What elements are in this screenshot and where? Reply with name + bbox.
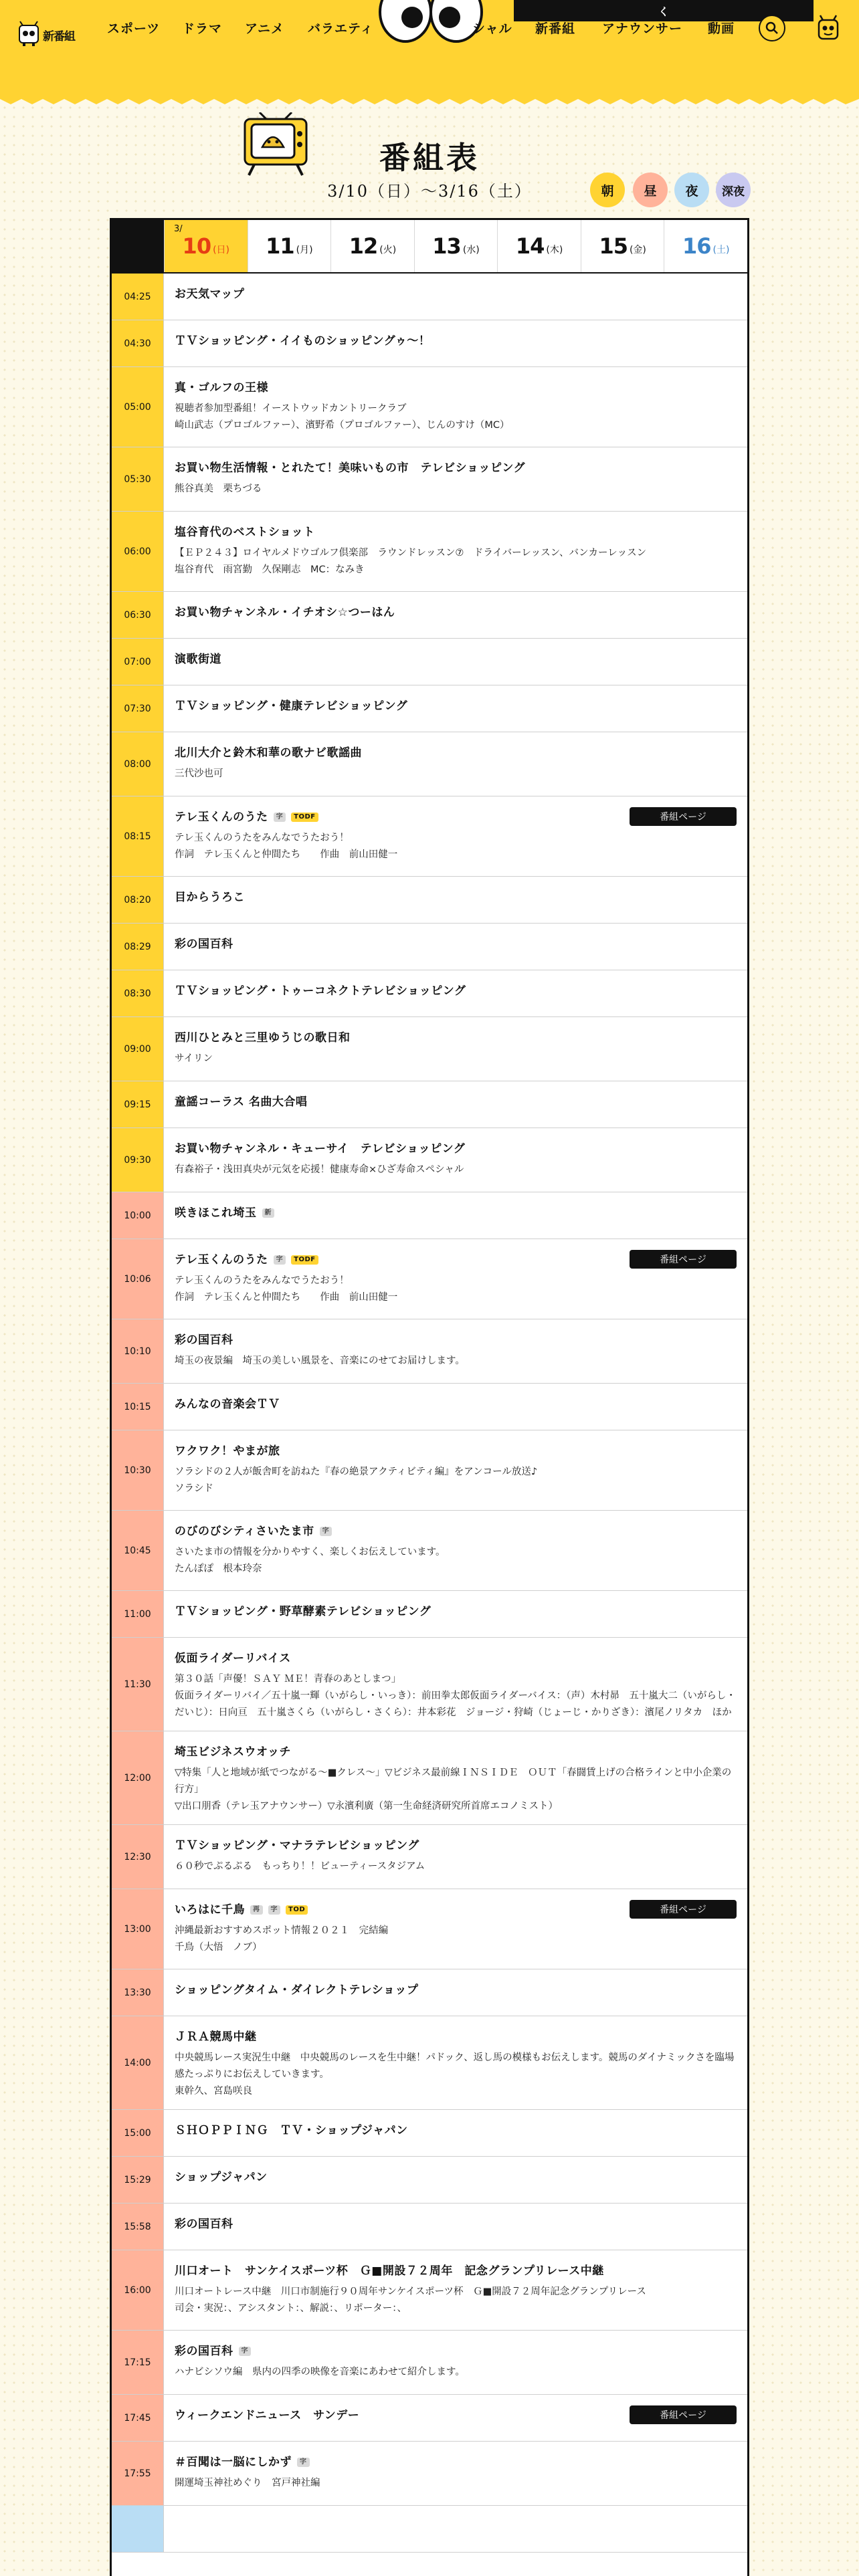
program-title[interactable]: 西川ひとみと三里ゆうじの歌日和 [175,1031,351,1045]
day-tab-date: 10 [182,233,211,259]
program-row[interactable] [112,732,747,796]
program-row[interactable] [112,512,747,592]
program-cell [164,447,747,511]
program-title-row [175,1093,737,1111]
program-title[interactable]: 咲きほこれ埼玉 [175,1206,257,1220]
program-description: サイリン [175,1053,213,1064]
program-cell [164,796,747,876]
program-title[interactable]: 真・ゴルフの王様 [175,381,268,395]
day-header-corner [112,220,164,272]
program-title[interactable]: テレ玉くんのうた [175,811,268,824]
program-row[interactable] [112,1319,747,1384]
day-tab-date: 12 [349,233,378,259]
program-title[interactable]: 仮面ライダーリバイス [175,1652,291,1665]
program-title-row [175,2169,737,2186]
program-cell [164,1511,747,1590]
day-tab[interactable] [664,220,747,272]
program-badge: 字 [239,2347,252,2356]
header-zigzag-edge [0,94,859,106]
program-title[interactable]: お買い物チャンネル・イチオシ☆つーはん [175,606,395,619]
program-time: 06:30 [112,592,164,638]
program-title-row [175,1396,737,1413]
program-row[interactable] [112,320,747,367]
program-title[interactable]: 川口オート サンケイスポーツ杯 Ｇ■開設７２周年 記念グランプリレース中継 [175,2264,604,2278]
program-title-row [175,2343,737,2360]
program-badge: 字 [274,1255,286,1265]
program-cell [164,2110,747,2156]
program-cell [164,2331,747,2394]
program-row[interactable] [112,1731,747,1825]
program-title-row [175,889,737,906]
program-description: 【ＥＰ２４３】ロイヤルメドウゴルフ倶楽部 ラウンドレッスン⑦ ドライバーレッスン、バンカーレッスン [175,548,647,558]
period-late-night-button[interactable] [716,173,751,207]
day-tab-weekday: (土) [712,245,730,255]
program-row[interactable] [112,2016,747,2110]
program-cell [164,2395,747,2441]
day-tab[interactable] [497,220,581,272]
program-row[interactable] [112,639,747,685]
program-cell [164,1591,747,1637]
program-badge: 字 [297,2458,310,2467]
program-title[interactable]: お買い物チャンネル・キューサイ テレビショッピング [175,1142,466,1156]
program-cell [164,732,747,796]
program-time: 10:06 [112,1239,164,1319]
program-time: 08:20 [112,877,164,923]
period-label: 深夜 [722,185,745,199]
program-cell [164,877,747,923]
program-title[interactable]: お天気マップ [175,288,245,301]
period-morning-button[interactable] [590,173,625,207]
program-row[interactable] [112,1081,747,1128]
program-title-row [175,286,737,303]
program-time: 10:30 [112,1430,164,1510]
program-cell [164,1825,747,1889]
program-time: 17:45 [112,2395,164,2441]
program-title[interactable]: ウィークエンドニュース サンデー [175,2409,360,2422]
program-title[interactable]: お買い物生活情報・とれたて！美味いもの市 テレビショッピング [175,461,525,475]
program-cell [164,320,747,366]
program-title-row [175,2028,737,2046]
program-time: 14:00 [112,2016,164,2109]
nav-special[interactable]: シャル [472,21,512,36]
program-cell [164,1128,747,1192]
program-cell [164,1017,747,1081]
program-time: 08:30 [112,970,164,1016]
program-title[interactable]: 彩の国百科 [175,938,233,951]
program-title[interactable]: ＴＶショッピング・野草酵素テレビショッピング [175,1605,432,1618]
program-time: 07:00 [112,639,164,685]
nav-announcer[interactable]: アナウンサー [602,21,683,36]
program-title[interactable]: 埼玉ビジネスウオッチ [175,1745,291,1759]
program-row[interactable] [112,970,747,1017]
program-description: 開運埼玉神社めぐり 宮戸神社編 [175,2478,320,2488]
program-time: 11:30 [112,1638,164,1731]
program-badge: 再 [250,1905,263,1915]
day-tab[interactable] [414,220,498,272]
program-time: 17:55 [112,2442,164,2505]
program-cell [164,2442,747,2505]
schedule-table [110,218,749,2576]
program-description: 崎山武志（プロゴルファー）、濱野希（プロゴルファー）、じんのすけ（MC） [175,420,510,431]
program-title-row [175,1743,737,1761]
program-title[interactable]: ショップジャパン [175,2171,268,2184]
program-cell [164,367,747,447]
program-cell [164,924,747,970]
program-title-row [175,744,737,762]
program-time: 12:30 [112,1825,164,1889]
program-row[interactable] [112,924,747,970]
program-title-row [175,1204,737,1222]
program-title[interactable]: ショッピングタイム・ダイレクトテレショップ [175,1983,419,1997]
program-description: 第３０話「声優！ＳＡＹ ＭＥ！青春のあとしまつ」 [175,1674,401,1685]
program-title[interactable]: ＴＶショッピング・イイものショッピングゥ～！ [175,334,431,348]
program-badge: 新 [262,1208,275,1218]
program-description: ▽出口朋香（テレ玉アナウンサー）▽永濱利廣（第一生命経済研究所首席エコノミスト） [175,1801,559,1812]
program-badge: 字 [274,813,286,822]
day-tab[interactable] [164,220,248,272]
day-tab-weekday: (木) [546,245,563,255]
nav-drama[interactable]: ドラマ [182,21,223,36]
program-row[interactable] [112,2110,747,2157]
top-banner-text: く [658,5,669,18]
program-cell [164,1384,747,1430]
program-cell [164,2204,747,2250]
program-time: 10:45 [112,1511,164,1590]
program-cell [164,2157,747,2203]
program-title-row [175,936,737,953]
program-badge: TODF [291,813,318,822]
program-title-row [175,2454,737,2471]
program-time [112,2506,164,2552]
program-badge: TODF [291,1255,318,1265]
nav-new-programs[interactable]: 新番組 [535,21,576,36]
program-time: 13:00 [112,1889,164,1969]
program-row[interactable] [112,1511,747,1591]
program-description: 司会・実況：、アシスタント：、解説：、リポーター：、 [175,2303,407,2314]
program-description: ▽特集「人と地域が紙でつながる～■クレス～」▽ビジネス最前線ＩＮＳＩＤＥ ＯＵＴ「春闘賃上げの合格ラインと中小企業の行方」 [175,1767,732,1795]
period-noon-button[interactable] [633,173,668,207]
site-logo[interactable] [17,9,87,47]
program-title[interactable]: 彩の国百科 [175,1333,233,1347]
program-title-row [175,604,737,621]
program-row[interactable] [112,685,747,732]
program-row[interactable] [112,877,747,924]
date-range: 3/10（日）～3/16（土） [327,182,532,201]
program-badge: TOD [286,1905,308,1915]
nav-sports[interactable]: スポーツ [107,21,161,36]
program-description: たんぽぽ 根本玲奈 [175,1564,262,1574]
mascot-logo-icon [17,20,40,47]
program-description: 熊谷真美 栗ちづる [175,484,262,494]
program-title[interactable]: ＳＨＯＰＰＩＮＧ ＴＶ・ショップジャパン [175,2124,408,2137]
program-title-row [175,2122,737,2139]
program-cell [164,685,747,732]
program-row[interactable] [112,1239,747,1319]
program-description: 有森裕子・浅田真央が元気を応援！健康寿命×ひざ寿命スペシャル [175,1164,464,1175]
day-tab[interactable] [581,220,664,272]
program-title-row [175,379,737,397]
day-tab-month: 3/ [174,224,183,234]
program-cell [164,1239,747,1319]
program-description: 沖縄最新おすすめスポット情報２０２１ 完結編 [175,1925,389,1936]
program-title[interactable]: 塩谷育代のベストショット [175,526,315,539]
search-icon[interactable] [759,15,785,41]
day-tab-weekday: (水) [462,245,480,255]
program-time: 11:00 [112,1591,164,1637]
program-row[interactable] [112,796,747,877]
program-badge: 字 [268,1905,281,1915]
program-title-row [175,982,737,1000]
program-row[interactable] [112,1192,747,1239]
day-tab-weekday: (火) [379,245,397,255]
program-row[interactable] [112,1591,747,1638]
program-row[interactable] [112,1969,747,2016]
program-title[interactable]: のびのびシティさいたま市 [175,1525,314,1538]
program-title[interactable]: テレ玉くんのうた [175,1253,268,1267]
program-cell [164,592,747,638]
program-time: 15:58 [112,2204,164,2250]
program-title[interactable]: ＪＲＡ競馬中継 [175,2030,257,2044]
program-title[interactable]: 演歌街道 [175,653,221,666]
logo-text: 新番組 [43,30,75,43]
program-page-button[interactable]: 番組ページ [630,1900,737,1919]
program-row[interactable] [112,1889,747,1969]
program-time: 07:30 [112,685,164,732]
program-description: ６０秒でぷるぷる もっちり！！ビューティースタジアム [175,1861,425,1872]
program-time: 10:15 [112,1384,164,1430]
program-time: 09:30 [112,1128,164,1192]
program-time: 09:15 [112,1081,164,1128]
program-cell [164,2506,747,2552]
program-cell [164,1430,747,1510]
program-page-button[interactable]: 番組ページ [630,807,737,826]
program-time: 15:00 [112,2110,164,2156]
menu-mascot-icon[interactable] [815,15,842,41]
program-row[interactable] [112,1384,747,1430]
program-title[interactable]: ＴＶショッピング・マナラテレビショッピング [175,1839,419,1852]
period-label: 朝 [601,183,614,199]
program-title[interactable]: ＴＶショッピング・トゥーコネクトテレビショッピング [175,984,466,998]
nav-variety[interactable]: バラエティ [308,21,374,36]
program-cell [164,512,747,591]
program-cell [164,1319,747,1383]
period-label: 夜 [685,183,698,199]
day-tab[interactable] [248,220,331,272]
program-title[interactable]: 彩の国百科 [175,2345,233,2358]
program-row[interactable] [112,367,747,447]
program-cell [164,639,747,685]
program-row[interactable] [112,1128,747,1192]
nav-video[interactable]: 動画 [708,21,735,36]
program-description: ハナビシソウ編 県内の四季の映像を音楽にあわせて紹介します。 [175,2367,465,2377]
program-title-row [175,1140,737,1158]
program-row[interactable] [112,2250,747,2331]
day-tab-date: 11 [266,233,294,259]
program-time: 08:29 [112,924,164,970]
day-tab-date: 13 [432,233,461,259]
program-description: 千鳥（大悟 ノブ） [175,1942,262,1953]
program-title-row [175,2262,737,2280]
program-row[interactable] [112,592,747,639]
program-description: テレ玉くんのうたをみんなでうたおう！ [175,833,349,843]
program-row[interactable] [112,2331,747,2395]
program-time: 08:00 [112,732,164,796]
program-time: 17:15 [112,2331,164,2394]
program-description: ソラシド [175,1483,213,1494]
program-time: 05:30 [112,447,164,511]
program-row[interactable] [112,1825,747,1889]
program-description: ソラシドの２人が飯舎町を訪ねた『春の絶景アクティビティ編』をアンコール放送♪ [175,1467,538,1477]
program-title-row [175,1837,737,1854]
day-tab-date: 16 [682,233,711,259]
program-title[interactable]: 北川大介と鈴木和華の歌ナビ歌謡曲 [175,746,362,760]
program-description: 三代沙也可 [175,768,223,779]
program-description: 東幹久、宮島咲良 [175,2086,252,2097]
program-row[interactable] [112,2442,747,2506]
program-title-row [175,1029,737,1047]
program-title-row [175,1523,737,1540]
page-title: 番組表 [379,140,480,176]
program-row[interactable] [112,2506,747,2553]
program-cell [164,1638,747,1731]
day-tab[interactable] [330,220,414,272]
program-description: 埼玉の夜景編 埼玉の美しい風景を、音楽にのせてお届けします。 [175,1356,465,1366]
program-cell [164,2016,747,2109]
program-badge: 字 [320,1527,332,1536]
day-tab-weekday: (日) [213,245,230,255]
program-list [112,274,747,2553]
program-title-row [175,1981,737,1999]
program-cell [164,2250,747,2330]
program-cell [164,1731,747,1824]
program-time: 06:00 [112,512,164,591]
program-row[interactable] [112,1430,747,1511]
program-time: 12:00 [112,1731,164,1824]
mascot-eyes-icon [379,0,483,48]
program-cell [164,274,747,320]
program-time: 10:00 [112,1192,164,1239]
program-title[interactable]: いろはに千鳥 [175,1903,245,1917]
program-time: 04:25 [112,274,164,320]
program-title[interactable]: 目からうろこ [175,891,245,904]
program-time: 04:30 [112,320,164,366]
program-description: 川口オートレース中継 川口市制施行９０周年サンケイスポーツ杯 Ｇ■開設７２周年記念グランプリレース [175,2286,646,2297]
day-tab-date: 14 [515,233,545,259]
program-row[interactable] [112,274,747,320]
program-row[interactable] [112,1017,747,1081]
program-title-row [175,697,737,715]
program-time: 09:00 [112,1017,164,1081]
program-time: 05:00 [112,367,164,447]
program-time: 16:00 [112,2250,164,2330]
program-title-row [175,1331,737,1349]
program-title-row [175,651,737,668]
program-title[interactable]: ＴＶショッピング・健康テレビショッピング [175,700,408,713]
program-title-row [175,332,737,350]
program-description: 作詞 テレ玉くんと仲間たち 作曲 前山田健一 [175,849,398,860]
program-description: 塩谷育代 雨宮勤 久保剛志 MC：なみき [175,564,365,575]
program-row[interactable] [112,1638,747,1731]
program-row[interactable] [112,2157,747,2204]
program-cell [164,1969,747,2016]
program-cell [164,1889,747,1969]
day-tabs [112,220,747,274]
program-row[interactable] [112,2204,747,2250]
program-title-row [175,1650,737,1667]
program-title-row [175,2216,737,2233]
program-title-row [175,524,737,541]
day-tab-weekday: (月) [296,245,313,255]
day-tab-weekday: (金) [629,245,646,255]
program-title[interactable]: 童謡コーラス 名曲大合唱 [175,1095,308,1109]
program-page-button[interactable]: 番組ページ [630,2405,737,2424]
program-time: 15:29 [112,2157,164,2203]
tv-mascot-icon [240,112,312,177]
program-row[interactable] [112,2395,747,2442]
nav-anime[interactable]: アニメ [245,21,285,36]
period-night-button[interactable] [674,173,709,207]
program-title-row [175,1603,737,1620]
program-description: 視聴者参加型番組！イーストウッドカントリークラブ [175,403,407,414]
program-time: 13:30 [112,1969,164,2016]
program-title-row [175,459,737,477]
day-tab-date: 15 [599,233,628,259]
program-title[interactable]: ワクワク！やまが旅 [175,1444,280,1458]
program-description: 仮面ライダーリバイ／五十嵐一輝（いがらし・いっき）：前田拳太郎仮面ライダーバイス：（声）木村昴 五十嵐大二（いがらし・だいじ）：日向亘 五十嵐さくら（いがらし・さくら）：井本彩花 ジョージ・狩崎（じょーじ・かりざき）：濱尾ノリタカ ほか [175,1691,736,1718]
program-title[interactable]: ＃百聞は一脳にしかず [175,2456,292,2469]
program-page-button[interactable]: 番組ページ [630,1250,737,1269]
program-row[interactable] [112,447,747,512]
program-description: 中央競馬レース実況生中継 中央競馬のレースを生中継！パドック、返し馬の模様もお伝えします。競馬のダイナミックさを臨場感たっぷりにお伝えしていきます。 [175,2052,735,2080]
program-title-row [175,1442,737,1460]
program-description: 作詞 テレ玉くんと仲間たち 作曲 前山田健一 [175,1292,398,1303]
program-cell [164,1081,747,1128]
program-time: 08:15 [112,796,164,876]
program-title[interactable]: 彩の国百科 [175,2218,233,2231]
program-cell [164,970,747,1016]
site-header [0,0,859,99]
program-time: 10:10 [112,1319,164,1383]
program-description: さいたま市の情報を分かりやすく、楽しくお伝えしています。 [175,1547,446,1558]
period-label: 昼 [644,183,657,199]
program-description: テレ玉くんのうたをみんなでうたおう！ [175,1275,349,1286]
program-title[interactable]: みんなの音楽会ＴＶ [175,1398,280,1411]
program-cell [164,1192,747,1239]
